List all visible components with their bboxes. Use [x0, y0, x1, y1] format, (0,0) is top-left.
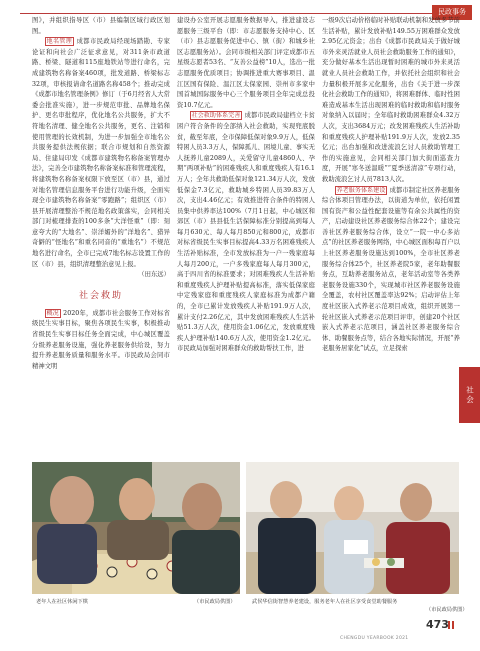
paragraph-text: 建设办公室开展志愿服务数据导入，推进建设志愿服务三级平台（即：市志愿服务支持中心、区（市）县志愿服务促进中心、镇（街）和城乡社区志愿服务站）。会同市级相关部门评定成都市五星级志愿者53名、“友善公益榜”10人，选出一批志愿服务优质项目；协调推进重大赛事项目、温江区国有保险、温江区太保家园、崇州市多家中国首城国际服务中心三个服务项目全年完成总投资10.7亿元。: [177, 17, 315, 109]
paragraph-text: 成都市民政局经现场踏勘、专家论证和向社会广泛征求意见，对311条市政道路、桥梁、隧道和115座地铁站等进行命名，完成建筑物名称备案460项，批发道路、桥梁标志32项，审核报请命名道路名称458个；推动完成《成都市地名管理条例》修订（于6月经省人大常委会批准实施），进一步规范审批、品牌地名保护、更名审批程序，优化地名公共服务，扩大不符地名清理、健全地名公共服务，更名、注销和使用管理的长效机制，为进一步加强全市地名公共服务提供法规依据；联合市规划和自然资源局、住建局印发《成都市建筑物名称备案管理办法》，完善全市建筑物名称备案标准和管理流程，将建筑物名称备案权限下放至区（市）县，通过对地名管理信息服务平台进行功能升级，全面实现全市建筑物名称备案“零跑路”；组织区（市）县开展清理整治不规范地名政策落实，会同相关部门对梳理排查的100多条“大洋怪重”（即：刻意夸大的“大地名”、崇洋媚外的“洋地名”、猎异奇僻的“怪地名”和重名同音的“重地名”）不规范地名进行命名，全市已完成7地名标志设置工作的区（市）县，组织清理整治意见上报。: [32, 38, 170, 268]
header-rule: [20, 13, 432, 14]
paragraph-text: 一级9次启动价格临时补贴联动机制和发放多节前生活补贴，累计发放补贴149.55万困难群众发放2.95亿元资金；出台《成都市民政局关于做好城市外来灵活就业人员社会救助服务工作的通知》，充分做好基本生活出现暂时困难的城市外来灵活就业人员社会救助工作，并依托社会组织和社会力量积极开展多元化服务，出台《关于进一步深化社会救助工作的通知》，将困难群体、临时性困难造成基本生活出现困难的临时救助和临时服务对象纳入以届时；全年临时救助困难群众4.32万人次，支出3684万元；改发困难残疾人生活补助和重度残疾人护理补贴191.9万人次，发放2.35亿元；出台加强和改进流浪乞讨人员救助管理工作的实施意见，会同相关部门加大街面巡查力度，开展“寒冬送温暖”“夏季送清凉”专项行动，救助流浪乞讨人员7813人次。: [322, 17, 460, 183]
photo-caption: 武侯华信街智慧养老建设，服务老年人在社区享受食堂助餐服务: [252, 599, 398, 605]
paragraph: [177, 111, 315, 355]
photo-chess: [32, 462, 240, 594]
paragraph: [322, 186, 460, 356]
section-heading: 社会救助: [78, 290, 123, 301]
text-column-2: [177, 16, 315, 454]
photo-chess-illustration: [32, 462, 240, 594]
section-tag: 民政事务: [432, 5, 472, 20]
author-signature: （田东远）: [138, 271, 170, 279]
photo-dining: [246, 462, 459, 594]
paragraph: [322, 16, 460, 186]
paragraph: [32, 16, 170, 37]
footer: [340, 624, 408, 643]
page-mark: [448, 621, 454, 629]
text-column-3: [322, 16, 460, 454]
photo-credit: （市民政局供图）: [194, 599, 236, 605]
text-column-1: [32, 16, 170, 454]
photo-dining-illustration: [246, 462, 459, 594]
photo-caption: 老年人在社区休闲下棋: [36, 599, 88, 605]
paragraph-text: 2020年，成都市社会服务工作对标省级民生实事目标，聚焦各项民生实事，积极推动省级民生实事目标任务全面完成，中心城区覆盖分级养老服务设施，强化养老服务供给设，努力提升养老服务质量和服务水平。市民政局会同市精神文明: [32, 309, 170, 370]
footer-label: CHENGDU YEARBOOK 2021: [340, 636, 409, 641]
paragraph-keyword: 概况: [46, 309, 59, 317]
page-number: 473: [426, 618, 449, 631]
paragraph-keyword: 养老服务体系建设: [336, 186, 386, 194]
photo-credit: （市民政局供图）: [426, 607, 468, 613]
paragraph-text: 图》，并组织指导区（市）县编制区域行政区划图。: [32, 17, 170, 35]
paragraph-keyword: 地名管理: [46, 38, 73, 46]
paragraph: [32, 37, 170, 270]
paragraph-text: 成都市民政局建档立卡贫困户符合条件的全部纳入社会救助，实现兜底脱贫，截至年底，全市保障低保对象9.9万人，低保特困人员3.3万人，保障孤儿、困境儿童、事实无人抚养儿童2089人，关爱留守儿童4860人、孕期“两项补贴”的困难残疾人和重度残疾人有16.1万人；全年共救助低保对象121.34万人次，发放低保金7.3亿元，救助城乡特困人员39.83万人次，支出4.46亿元；有效推进符合条件的特困人员集中供养率达100%（7月1日起，中心城区和郊区（市）县县低生活保障标准分别提高到每人每月630元、每人每月850元和800元，成都市对标省级民生实事目标提高4.33万名困难残疾人生活补贴标准，全市发放标准为一户一残家庭每人每月200元，一户多残家庭每人每月300元，高于四川省的标准要求；对困难残疾人生活补贴和重度残疾人护理补贴提高标准，落实低保家庭中定残家庭和重度残疾人家庭标准为成都户籍的，全市已累计发放残疾人补贴191.9万人次，累计支付2.26亿元，其中发放困难残疾人生活补贴51.3万人次，使用资金1.06亿元，发放重度残疾人护理补贴140.6万人次，使用资金1.2亿元。市民政局加强对困难群众的救助帮扶工作，进: [177, 112, 315, 353]
paragraph: [32, 309, 170, 373]
paragraph-text: 成都市制定社区养老服务综合体项目管理办法，以街道为单位，依托闲置国有资产和公益性配套设施等有余公共属性的资产，启动建设社区养老服务综合体22个；建设完善社区养老服务综合体，设立“一院一中心多站点”的社区养老服务网络，中心城区面积每百户以上社区养老服务设施达到100%，全市社区养老服务综合体25个，社区养老院5家，老年助餐服务点，互助养老服务站点，老年活动室等各类养老服务设施330个，实现城市社区养老服务设施全覆盖，农村社区覆盖率达92%；启动评估上年度社区嵌入式养老示范项目成效，组织开展第一轮社区嵌入式养老示范项目评审，创建20个社区嵌入式养老示范项目，涵盖社区养老服务综合体、助餐服务点等，结合各地实际情况，开展“养老服务居家化”试点，立足探索: [322, 186, 460, 353]
paragraph: [177, 16, 315, 111]
side-tab[interactable]: 社会: [459, 367, 480, 423]
paragraph-keyword: 社会救助体系完善: [191, 112, 241, 120]
